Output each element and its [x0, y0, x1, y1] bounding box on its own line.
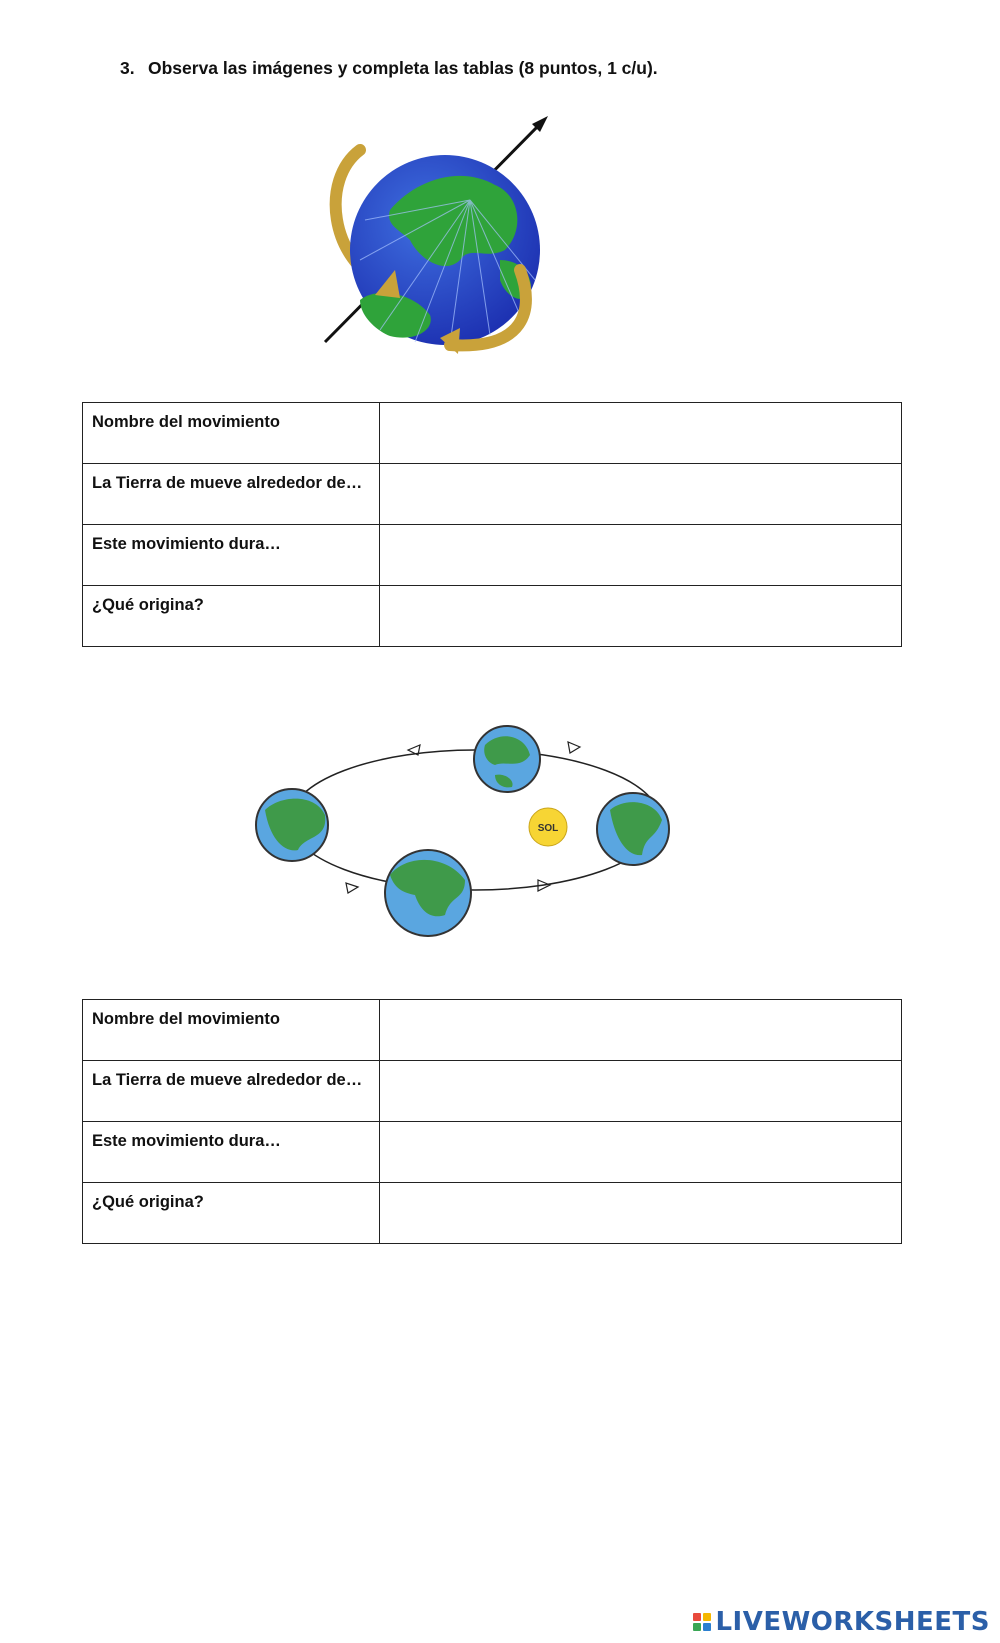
answer-field-duration[interactable] [380, 1122, 902, 1183]
rotation-illustration [320, 110, 560, 370]
answer-field-duration[interactable] [380, 525, 902, 586]
answer-field-name[interactable] [380, 403, 902, 464]
row-label-around: La Tierra de mueve alrededor de… [83, 1061, 380, 1122]
liveworksheets-logo [693, 1607, 990, 1637]
answer-field-name[interactable] [380, 1000, 902, 1061]
orbit-illustration [250, 715, 700, 965]
earth-top-icon [474, 726, 540, 792]
earth-right-icon [597, 793, 669, 865]
sun-icon [529, 808, 567, 846]
row-label-around: La Tierra de mueve alrededor de… [83, 464, 380, 525]
translation-table [82, 999, 902, 1244]
earth-bottom-icon [385, 850, 471, 936]
table-row [83, 1000, 902, 1061]
answer-field-around[interactable] [380, 1061, 902, 1122]
table-row [83, 464, 902, 525]
row-label-origin: ¿Qué origina? [83, 586, 380, 647]
table-row [83, 586, 902, 647]
answer-field-origin[interactable] [380, 586, 902, 647]
rotation-table [82, 402, 902, 647]
table-row [83, 403, 902, 464]
brand-name: LIVEWORKSHEETS [715, 1607, 990, 1637]
earth-globe [350, 155, 540, 345]
answer-field-around[interactable] [380, 464, 902, 525]
row-label-origin: ¿Qué origina? [83, 1183, 380, 1244]
row-label-duration: Este movimiento dura… [83, 525, 380, 586]
sun-label: SOL [537, 823, 559, 834]
table-row [83, 1122, 902, 1183]
question-text: Observa las imágenes y completa las tablas (8 puntos, 1 c/u). [148, 58, 658, 78]
row-label-name: Nombre del movimiento [83, 1000, 380, 1061]
question-number: 3. [120, 58, 135, 78]
table-row [83, 1183, 902, 1244]
row-label-duration: Este movimiento dura… [83, 1122, 380, 1183]
table-row [83, 525, 902, 586]
table-row [83, 1061, 902, 1122]
answer-field-origin[interactable] [380, 1183, 902, 1244]
row-label-name: Nombre del movimiento [83, 403, 380, 464]
logo-grid-icon [693, 1613, 711, 1631]
earth-left-icon [256, 789, 328, 861]
question-heading [120, 58, 658, 79]
